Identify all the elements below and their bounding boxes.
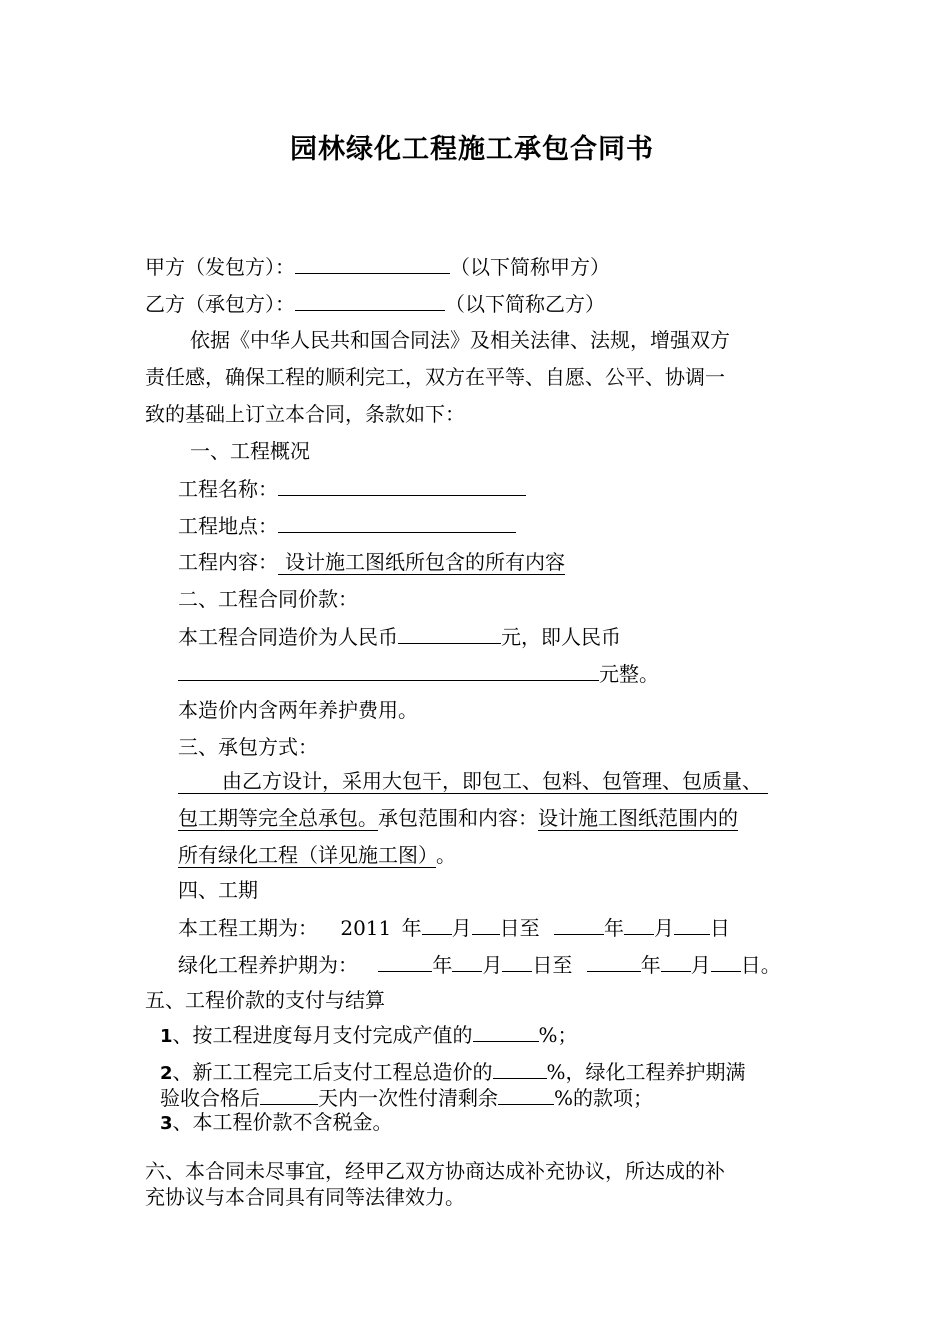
contract-method-line-2 [178, 805, 738, 831]
party-b-blank[interactable] [295, 290, 445, 311]
period-to: 至 [519, 916, 540, 940]
project-content-label: 工程内容： [178, 550, 278, 574]
payment-item-2-number: 2 [160, 1063, 173, 1084]
payment-item-3 [160, 1109, 393, 1137]
remaining-percent-blank[interactable] [498, 1084, 554, 1105]
maint-end-year-blank[interactable] [587, 951, 641, 972]
construction-period-line [178, 914, 730, 941]
maint-start-month-blank[interactable] [452, 951, 482, 972]
maintenance-period-label: 绿化工程养护期为： [178, 953, 358, 977]
section-3-heading: 三、承包方式： [178, 735, 318, 759]
payment-item-2-text: 、新工工程完工后支付工程总造价的 [172, 1060, 493, 1084]
maint-end-day-blank[interactable] [711, 951, 741, 972]
maint-start-month-unit: 月 [482, 953, 503, 977]
end-day-blank[interactable] [674, 914, 710, 935]
party-a-note: （以下简称甲方） [450, 255, 610, 279]
end-month-blank[interactable] [624, 914, 654, 935]
party-a-blank[interactable] [295, 253, 450, 274]
maint-start-day-unit: 日 [532, 953, 553, 977]
party-b-line [145, 290, 605, 317]
section-6-line-1: 六、本合同未尽事宜，经甲乙双方协商达成补充协议，所达成的补 [145, 1159, 725, 1183]
contract-method-line-3 [178, 842, 456, 868]
contract-method-text-2b: 承包范围和内容： [378, 806, 538, 830]
contract-price-rmb: 元，即人民币 [501, 625, 621, 649]
start-year-value: 2011 [340, 916, 392, 940]
project-site-line [178, 512, 516, 539]
party-b-note: （以下简称乙方） [445, 292, 605, 316]
payment-item-2-end: %的款项； [554, 1086, 654, 1110]
construction-period-label: 本工程工期为： [178, 916, 318, 940]
contract-method-line-1 [178, 768, 768, 794]
payment-item-2-line-2 [160, 1084, 653, 1111]
project-site-blank[interactable] [278, 512, 516, 533]
payment-item-1-suffix: %； [538, 1023, 578, 1047]
start-day-blank[interactable] [472, 914, 500, 935]
project-site-label: 工程地点： [178, 514, 278, 538]
maint-end-month-blank[interactable] [661, 951, 691, 972]
intro-line-2: 责任感，确保工程的顺利完工，双方在平等、自愿、公平、协调一 [145, 365, 725, 389]
intro-line-3: 致的基础上订立本合同，条款如下： [145, 402, 465, 426]
payment-item-1 [160, 1021, 578, 1050]
start-year-unit: 年 [401, 916, 422, 940]
contract-method-text-3-end: 。 [436, 843, 456, 867]
contract-price-line [178, 623, 621, 650]
start-month-blank[interactable] [422, 914, 452, 935]
contract-price-words-blank[interactable] [178, 660, 599, 681]
payment-item-1-number: 1 [160, 1026, 173, 1047]
contract-method-text-2a: 包工期等完全总承包。 [178, 806, 378, 830]
end-day-unit: 日 [709, 916, 730, 940]
completion-percent-blank[interactable] [493, 1058, 547, 1079]
maint-start-year-blank[interactable] [378, 951, 432, 972]
start-month-unit: 月 [451, 916, 472, 940]
payment-days-blank[interactable] [260, 1084, 318, 1105]
contract-price-words-line [178, 660, 659, 687]
start-day-unit: 日 [499, 916, 520, 940]
intro-line-1: 依据《中华人民共和国合同法》及相关法律、法规，增强双方 [190, 328, 730, 352]
project-name-line [178, 475, 526, 502]
section-2-heading: 二、工程合同价款： [178, 587, 358, 611]
party-a-label: 甲方（发包方）： [145, 255, 295, 279]
contract-price-suffix: 元整。 [599, 662, 659, 686]
payment-item-2-accept: 验收合格后 [160, 1086, 260, 1110]
section-1-heading: 一、工程概况 [190, 439, 310, 463]
payment-item-1-text: 、按工程进度每月支付完成产值的 [172, 1023, 473, 1047]
party-a-line [145, 253, 610, 280]
contract-price-blank[interactable] [398, 623, 501, 644]
contract-price-label: 本工程合同造价为人民币 [178, 625, 398, 649]
maint-end-day-unit: 日。 [740, 953, 781, 977]
payment-item-2-remaining: 天内一次性付清剩余 [318, 1086, 498, 1110]
maintenance-fee-note: 本造价内含两年养护费用。 [178, 698, 418, 722]
project-content-line [178, 549, 565, 575]
section-4-heading: 四、工期 [178, 878, 258, 902]
contract-method-text-3: 所有绿化工程（详见施工图） [178, 843, 436, 868]
document-title: 园林绿化工程施工承包合同书 [290, 134, 654, 165]
project-content-value: 设计施工图纸所包含的所有内容 [278, 550, 565, 575]
maint-to: 至 [552, 953, 573, 977]
project-name-label: 工程名称： [178, 477, 278, 501]
maint-start-year-unit: 年 [432, 953, 453, 977]
section-5-heading: 五、工程价款的支付与结算 [145, 988, 385, 1012]
monthly-percent-blank[interactable] [473, 1021, 539, 1042]
end-year-blank[interactable] [554, 914, 604, 935]
maintenance-period-line [178, 951, 781, 978]
contract-method-text-1: 由乙方设计，采用大包干，即包工、包料、包管理、包质量、 [178, 769, 768, 794]
payment-item-3-text: 、本工程价款不含税金。 [172, 1110, 393, 1134]
payment-item-2-cont: %，绿化工程养护期满 [546, 1060, 746, 1084]
contract-method-text-2c: 设计施工图纸范围内的 [538, 806, 738, 830]
end-year-unit: 年 [603, 916, 624, 940]
end-month-unit: 月 [653, 916, 674, 940]
maint-end-year-unit: 年 [640, 953, 661, 977]
payment-item-2-line-1 [160, 1058, 746, 1087]
payment-item-3-number: 3 [160, 1113, 173, 1134]
section-6-line-2: 充协议与本合同具有同等法律效力。 [145, 1185, 465, 1209]
project-name-blank[interactable] [278, 475, 526, 496]
party-b-label: 乙方（承包方）： [145, 292, 295, 316]
maint-start-day-blank[interactable] [502, 951, 532, 972]
maint-end-month-unit: 月 [690, 953, 711, 977]
